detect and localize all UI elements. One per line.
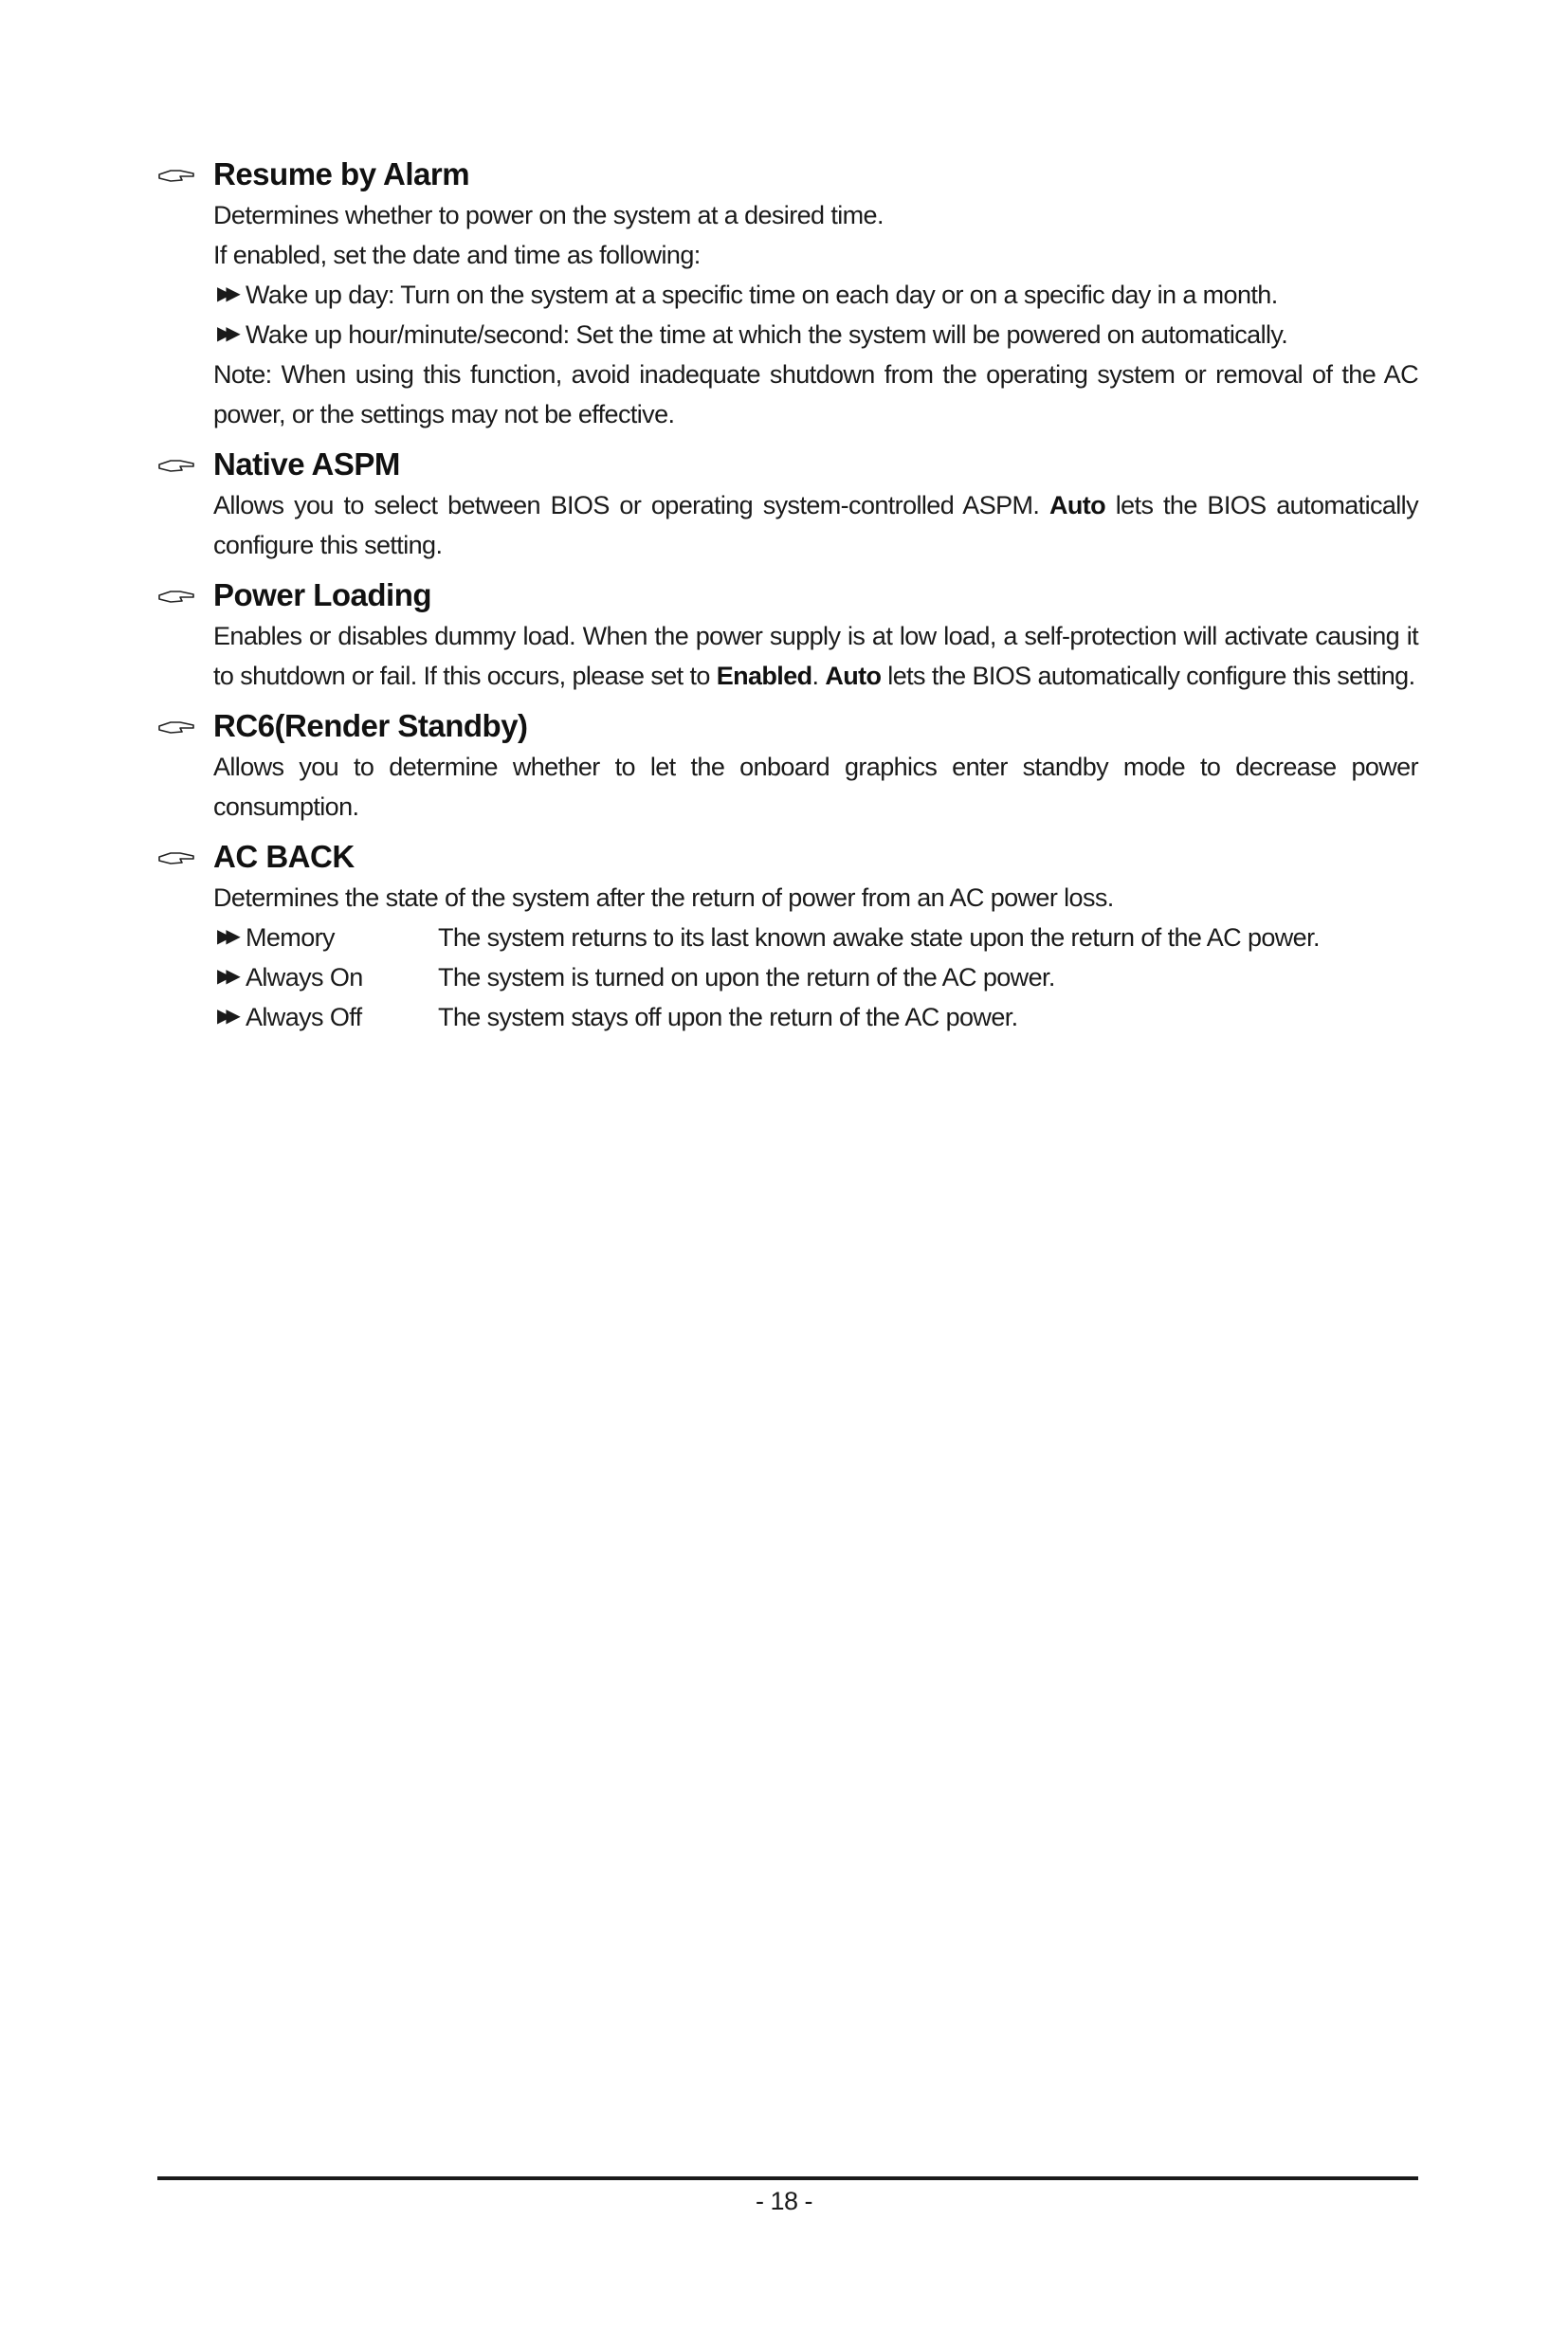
pointing-hand-icon bbox=[157, 719, 197, 736]
bold-term: Enabled bbox=[716, 662, 812, 690]
section-rc6-render-standby bbox=[157, 705, 1418, 827]
option-description: The system is turned on upon the return of the AC power. bbox=[438, 963, 1055, 992]
description-text bbox=[213, 485, 1418, 565]
description-text bbox=[213, 616, 1418, 696]
option-row bbox=[213, 997, 1418, 1037]
footer-divider bbox=[157, 2176, 1418, 2180]
bullet-text: Wake up day: Turn on the system at a specific time on each day or on a specific day in a month. bbox=[246, 281, 1278, 309]
document-body bbox=[157, 154, 1418, 1046]
text-run: lets the BIOS automatically configure this setting. bbox=[213, 491, 1418, 559]
section-title: RC6(Render Standby) bbox=[213, 708, 528, 743]
section-title: Native ASPM bbox=[213, 446, 400, 482]
section-title: Power Loading bbox=[213, 577, 432, 612]
page-number: - 18 - bbox=[755, 2187, 813, 2215]
section-native-aspm bbox=[157, 444, 1418, 565]
option-name: Always On bbox=[246, 963, 363, 992]
description-line: If enabled, set the date and time as following: bbox=[213, 241, 701, 269]
option-name: Memory bbox=[246, 923, 335, 952]
description-line: Determines whether to power on the system at a desired time. bbox=[213, 201, 884, 229]
double-arrow-icon: ▶▶ bbox=[217, 1006, 235, 1027]
pointing-hand-icon bbox=[157, 457, 197, 474]
double-arrow-icon: ▶▶ bbox=[217, 283, 235, 304]
bold-term: Auto bbox=[1048, 491, 1106, 519]
text-run: Allows you to select between BIOS or operating system-controlled ASPM. bbox=[213, 491, 1049, 519]
description-text: Allows you to determine whether to let the onboard graphics enter standby mode to decrease power consumption. bbox=[213, 753, 1418, 821]
bullet-item bbox=[213, 315, 1418, 355]
option-name: Always Off bbox=[246, 1003, 362, 1031]
pointing-hand-icon bbox=[157, 588, 197, 605]
note-text: Note: When using this function, avoid inadequate shutdown from the operating system or removal of the AC power, or the settings may not be effective. bbox=[213, 360, 1418, 428]
option-row bbox=[213, 957, 1418, 997]
section-power-loading bbox=[157, 574, 1418, 696]
section-ac-back bbox=[157, 836, 1418, 1037]
double-arrow-icon: ▶▶ bbox=[217, 323, 235, 344]
pointing-hand-icon bbox=[157, 849, 197, 866]
bold-term: Auto bbox=[825, 662, 882, 690]
double-arrow-icon: ▶▶ bbox=[217, 926, 235, 947]
option-row bbox=[213, 918, 1418, 957]
text-run: lets the BIOS automatically configure this setting. bbox=[881, 662, 1415, 690]
option-description: The system stays off upon the return of the AC power. bbox=[438, 1003, 1018, 1031]
double-arrow-icon: ▶▶ bbox=[217, 966, 235, 987]
bullet-text: Wake up hour/minute/second: Set the time at which the system will be powered on automatically. bbox=[246, 320, 1288, 349]
description-text: Determines the state of the system after the return of power from an AC power loss. bbox=[213, 883, 1114, 912]
section-title: Resume by Alarm bbox=[213, 156, 470, 191]
section-resume-by-alarm bbox=[157, 154, 1418, 434]
text-run: . bbox=[811, 662, 826, 690]
option-description: The system returns to its last known awake state upon the return of the AC power. bbox=[438, 923, 1320, 952]
text-run: Enables or disables dummy load. When the power supply is at low load, a self-protection will activate causing it to shutdown or fail. If this occurs, please set to bbox=[213, 622, 1418, 690]
section-title: AC BACK bbox=[213, 839, 355, 874]
bullet-item bbox=[213, 275, 1418, 315]
pointing-hand-icon bbox=[157, 167, 197, 184]
